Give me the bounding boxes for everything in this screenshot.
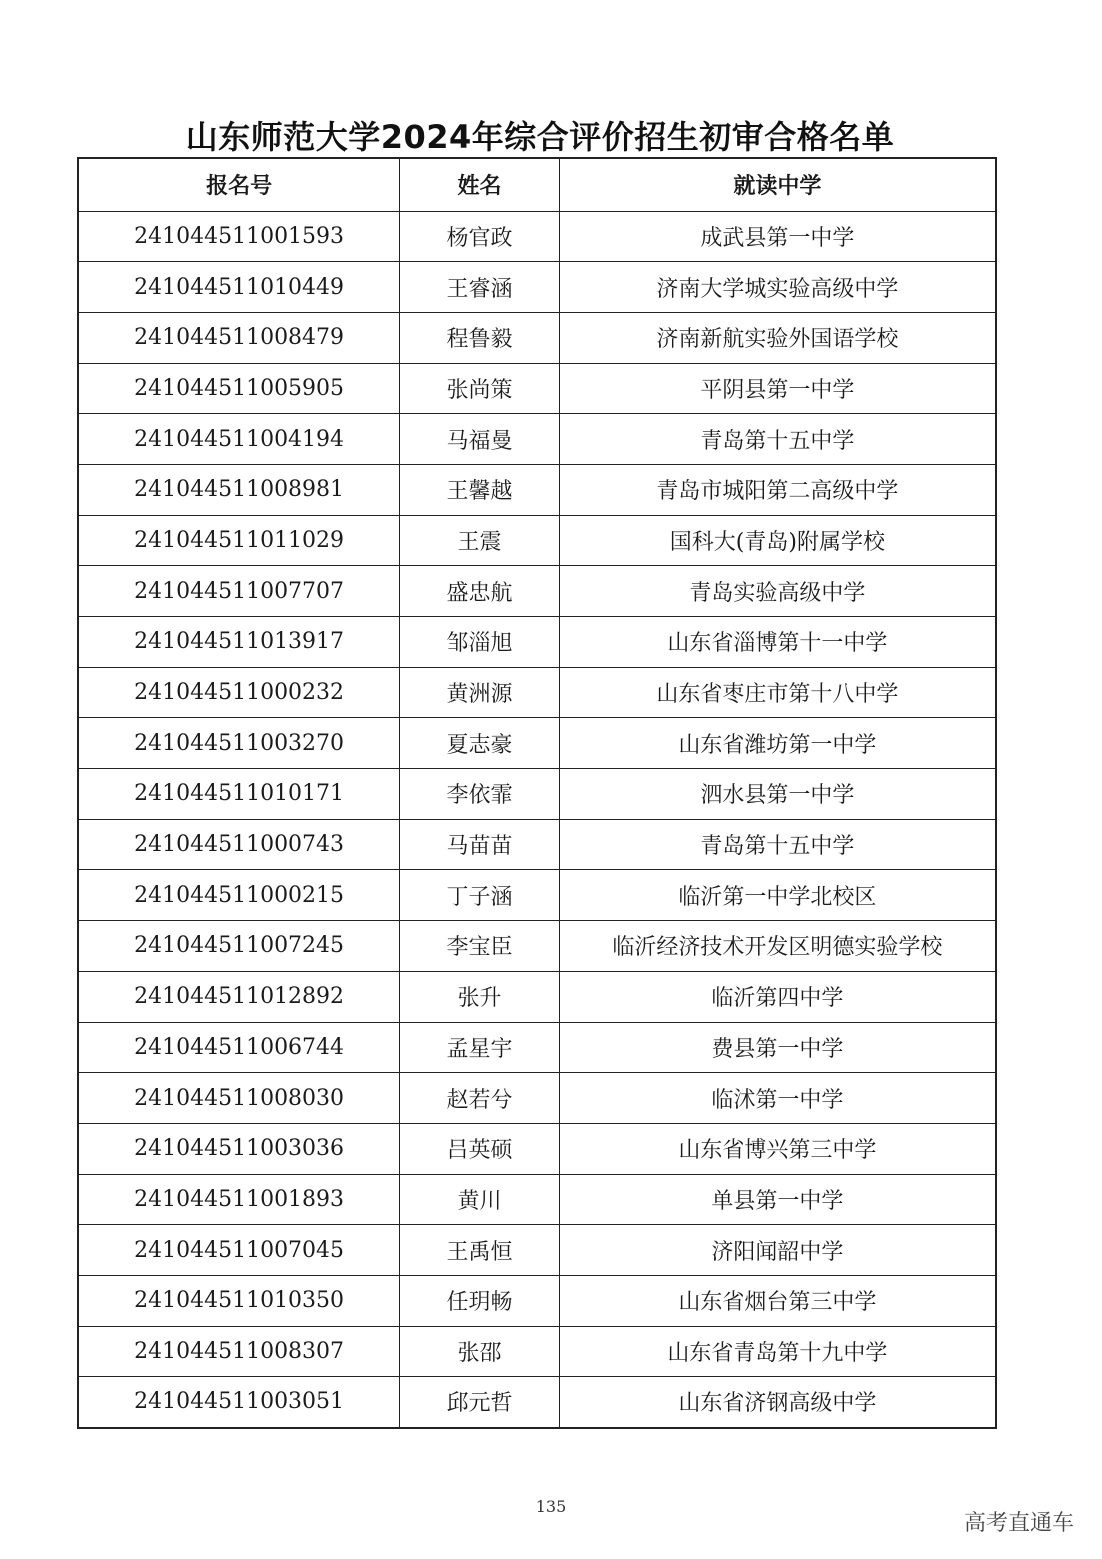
cell-student-name: 丁子涵 <box>400 870 560 921</box>
cell-high-school: 济南大学城实验高级中学 <box>559 262 996 313</box>
table-row <box>78 262 996 313</box>
table-row <box>78 1377 996 1428</box>
header-name: 姓名 <box>400 158 560 211</box>
table-row <box>78 617 996 668</box>
cell-registration-number: 241044511003270 <box>78 718 400 769</box>
header-high-school: 就读中学 <box>559 158 996 211</box>
table-row <box>78 1275 996 1326</box>
table-row <box>78 1174 996 1225</box>
cell-registration-number: 241044511010171 <box>78 769 400 820</box>
cell-registration-number: 241044511004194 <box>78 414 400 465</box>
cell-registration-number: 241044511000232 <box>78 667 400 718</box>
table-row <box>78 819 996 870</box>
table-row <box>78 1123 996 1174</box>
table-row <box>78 1225 996 1276</box>
cell-registration-number: 241044511000743 <box>78 819 400 870</box>
cell-registration-number: 241044511001593 <box>78 211 400 262</box>
cell-student-name: 张尚策 <box>400 363 560 414</box>
cell-registration-number: 241044511008030 <box>78 1073 400 1124</box>
table-row <box>78 211 996 262</box>
cell-student-name: 张邵 <box>400 1326 560 1377</box>
cell-registration-number: 241044511006744 <box>78 1022 400 1073</box>
cell-student-name: 吕英硕 <box>400 1123 560 1174</box>
cell-student-name: 黄洲源 <box>400 667 560 718</box>
cell-registration-number: 241044511008307 <box>78 1326 400 1377</box>
table-row <box>78 921 996 972</box>
cell-high-school: 成武县第一中学 <box>559 211 996 262</box>
cell-registration-number: 241044511013917 <box>78 617 400 668</box>
cell-high-school: 山东省烟台第三中学 <box>559 1275 996 1326</box>
cell-high-school: 山东省潍坊第一中学 <box>559 718 996 769</box>
cell-high-school: 临沭第一中学 <box>559 1073 996 1124</box>
cell-student-name: 任玥畅 <box>400 1275 560 1326</box>
table-row <box>78 718 996 769</box>
cell-student-name: 杨官政 <box>400 211 560 262</box>
table-row <box>78 515 996 566</box>
cell-registration-number: 241044511000215 <box>78 870 400 921</box>
table-row <box>78 566 996 617</box>
cell-student-name: 黄川 <box>400 1174 560 1225</box>
cell-high-school: 临沂第一中学北校区 <box>559 870 996 921</box>
cell-high-school: 临沂第四中学 <box>559 971 996 1022</box>
cell-high-school: 平阴县第一中学 <box>559 363 996 414</box>
table-row <box>78 667 996 718</box>
table-row <box>78 971 996 1022</box>
cell-high-school: 青岛第十五中学 <box>559 414 996 465</box>
cell-high-school: 单县第一中学 <box>559 1174 996 1225</box>
cell-registration-number: 241044511012892 <box>78 971 400 1022</box>
cell-registration-number: 241044511001893 <box>78 1174 400 1225</box>
cell-student-name: 孟星宇 <box>400 1022 560 1073</box>
cell-registration-number: 241044511003051 <box>78 1377 400 1428</box>
cell-high-school: 青岛市城阳第二高级中学 <box>559 464 996 515</box>
table-row <box>78 312 996 363</box>
table-header-row <box>78 158 996 211</box>
admission-roster-table <box>77 157 997 1429</box>
cell-registration-number: 241044511011029 <box>78 515 400 566</box>
cell-high-school: 临沂经济技术开发区明德实验学校 <box>559 921 996 972</box>
cell-registration-number: 241044511008479 <box>78 312 400 363</box>
cell-student-name: 王馨越 <box>400 464 560 515</box>
cell-student-name: 程鲁毅 <box>400 312 560 363</box>
cell-student-name: 马苗苗 <box>400 819 560 870</box>
cell-high-school: 山东省枣庄市第十八中学 <box>559 667 996 718</box>
cell-student-name: 张升 <box>400 971 560 1022</box>
cell-registration-number: 241044511005905 <box>78 363 400 414</box>
cell-student-name: 李宝臣 <box>400 921 560 972</box>
watermark-text: 高考直通车 <box>963 1511 1074 1536</box>
table-row <box>78 464 996 515</box>
cell-high-school: 山东省淄博第十一中学 <box>559 617 996 668</box>
cell-high-school: 国科大(青岛)附属学校 <box>559 515 996 566</box>
cell-registration-number: 241044511007707 <box>78 566 400 617</box>
table-row <box>78 1326 996 1377</box>
cell-student-name: 王震 <box>400 515 560 566</box>
page-title: 山东师范大学2024年综合评价招生初审合格名单 <box>185 118 895 156</box>
cell-student-name: 王禹恒 <box>400 1225 560 1276</box>
cell-high-school: 青岛第十五中学 <box>559 819 996 870</box>
table-row <box>78 870 996 921</box>
cell-high-school: 青岛实验高级中学 <box>559 566 996 617</box>
cell-high-school: 山东省青岛第十九中学 <box>559 1326 996 1377</box>
cell-student-name: 马福曼 <box>400 414 560 465</box>
cell-registration-number: 241044511010449 <box>78 262 400 313</box>
cell-high-school: 济南新航实验外国语学校 <box>559 312 996 363</box>
cell-registration-number: 241044511007045 <box>78 1225 400 1276</box>
cell-high-school: 山东省博兴第三中学 <box>559 1123 996 1174</box>
table-row <box>78 1022 996 1073</box>
cell-registration-number: 241044511008981 <box>78 464 400 515</box>
cell-student-name: 李依霏 <box>400 769 560 820</box>
cell-high-school: 山东省济钢高级中学 <box>559 1377 996 1428</box>
cell-student-name: 盛忠航 <box>400 566 560 617</box>
cell-student-name: 夏志豪 <box>400 718 560 769</box>
cell-registration-number: 241044511003036 <box>78 1123 400 1174</box>
page-number: 135 <box>535 1497 567 1516</box>
cell-student-name: 王睿涵 <box>400 262 560 313</box>
header-registration-number: 报名号 <box>78 158 400 211</box>
cell-high-school: 费县第一中学 <box>559 1022 996 1073</box>
cell-registration-number: 241044511007245 <box>78 921 400 972</box>
cell-high-school: 泗水县第一中学 <box>559 769 996 820</box>
table-row <box>78 1073 996 1124</box>
cell-student-name: 邹淄旭 <box>400 617 560 668</box>
cell-student-name: 邱元哲 <box>400 1377 560 1428</box>
cell-registration-number: 241044511010350 <box>78 1275 400 1326</box>
table-row <box>78 363 996 414</box>
cell-high-school: 济阳闻韶中学 <box>559 1225 996 1276</box>
cell-student-name: 赵若兮 <box>400 1073 560 1124</box>
table-row <box>78 414 996 465</box>
table-row <box>78 769 996 820</box>
